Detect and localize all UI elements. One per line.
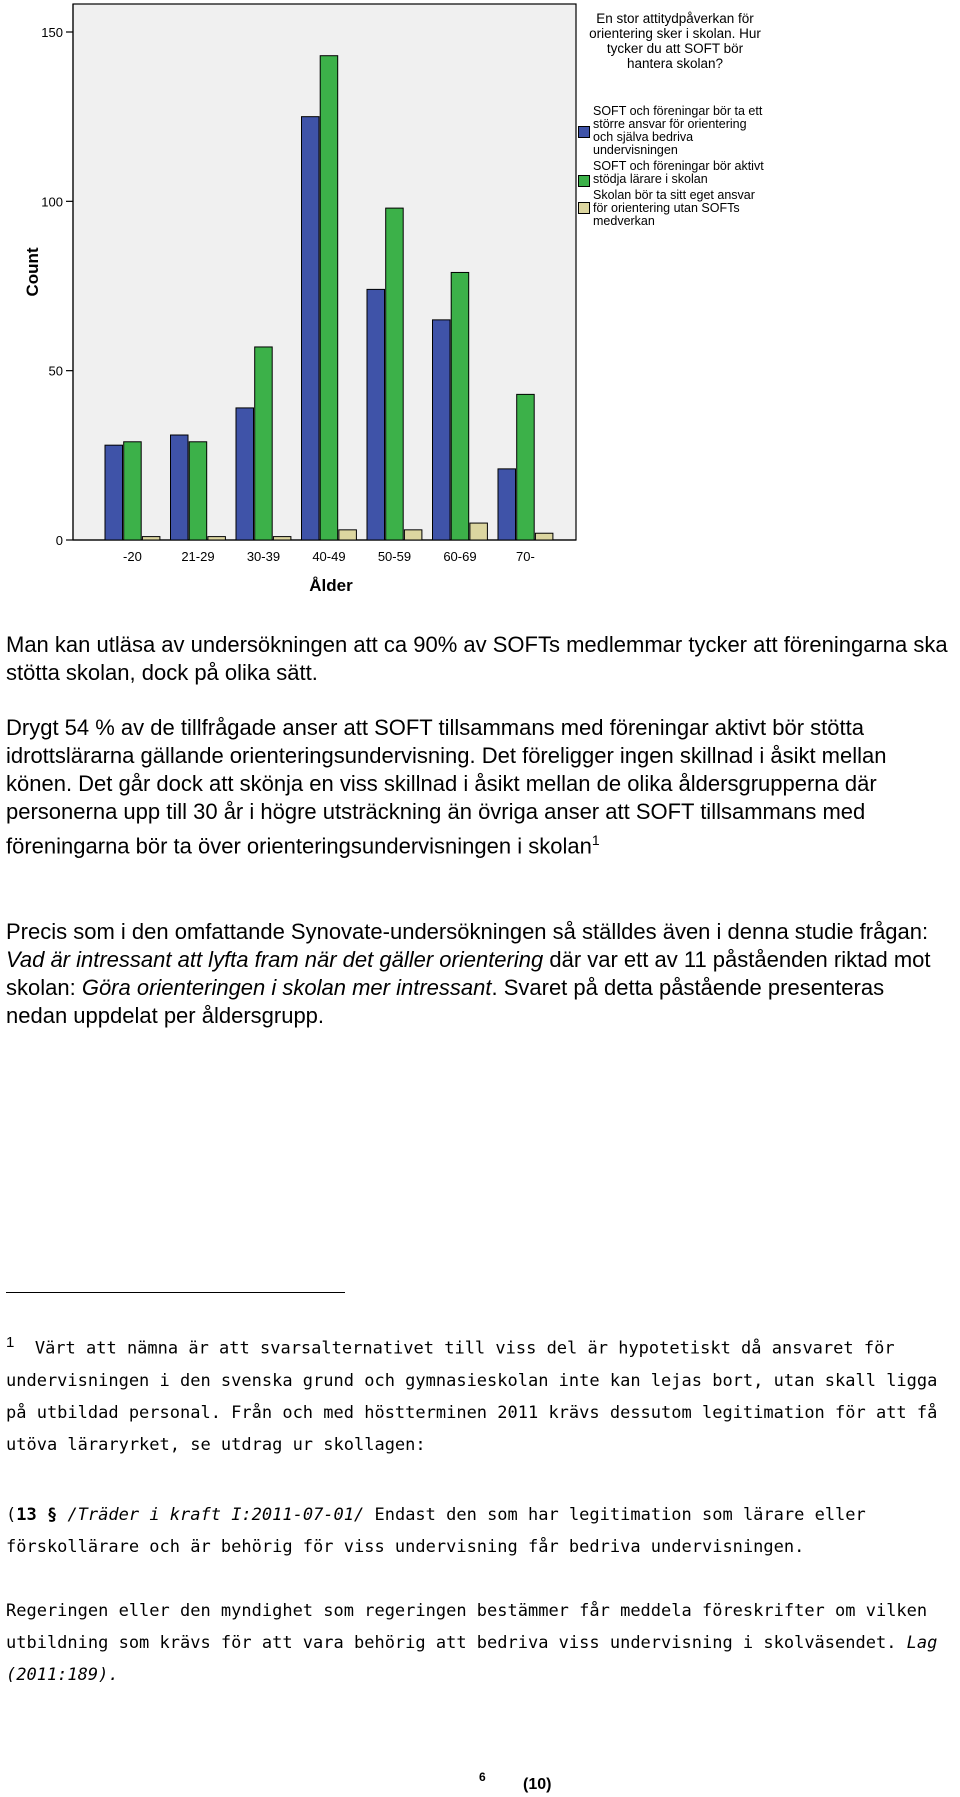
law-effective-date: /Träder i kraft I:2011-07-01/ xyxy=(57,1505,365,1525)
bar-50-59-series-1 xyxy=(367,289,385,540)
bar--20-series-3 xyxy=(142,537,160,540)
bar--20-series-1 xyxy=(105,445,123,540)
bar-60-69-series-3 xyxy=(470,523,488,540)
footnote-text xyxy=(6,1327,951,1461)
bar-50-59-series-2 xyxy=(386,208,404,540)
legend-swatch-series-3 xyxy=(578,202,590,214)
page-total: (10) xyxy=(523,1776,552,1793)
bar-70--series-3 xyxy=(535,533,553,540)
x-tick-label: 50-59 xyxy=(377,549,412,564)
paragraph-results-text: Drygt 54 % av de tillfrågade anser att SOFT tillsammans med föreningar aktivt bör stötta idrottslärarna gällande orienteringsundervisning. Det föreligger ingen skillnad i åsikt mellan könen. Det går dock att skönja en viss skillnad i åsikt mellan de olika åldersgrupperna där personerna upp till 30 år i högre utsträckning än övriga anser att SOFT tillsammans med föreningarna bör ta över orienteringsundervisningen i skolan xyxy=(6,715,887,859)
footnote-law-excerpt xyxy=(6,1499,951,1563)
paragraph-results xyxy=(6,714,951,860)
bar-40-49-series-1 xyxy=(302,117,320,540)
legend-title: En stor attitydpåverkan för orientering sker i skolan. Hur tycker du att SOFT bör hantera skolan? xyxy=(589,11,761,71)
paragraph-summary-text: Man kan utläsa av undersökningen att ca 90% av SOFTs medlemmar tycker att föreningarna ska stötta skolan, dock på olika sätt. xyxy=(6,632,948,685)
x-axis-label: Ålder xyxy=(309,576,353,595)
footnote-body: Värt att nämna är att svarsalternativet till viss del är hypotetiskt då ansvaret för undervisningen i den svenska grund och gymnasieskolan inte kan lejas bort, utan skall ligga på utbildad personal. Från och med höstterminen 2011 krävs dessutom legitimation för att få utöva läraryrket, se utdrag ur skollagen: xyxy=(6,1338,938,1455)
y-tick-label: 0 xyxy=(55,533,63,548)
footnote-number: 1 xyxy=(6,1334,15,1351)
text-segment: . Svaret på detta påstående presenteras nedan uppdelat per åldersgrupp. xyxy=(6,975,885,1028)
bar-30-39-series-2 xyxy=(255,347,273,540)
bar-40-49-series-2 xyxy=(320,56,338,540)
bar-21-29-series-1 xyxy=(171,435,189,540)
bar-60-69-series-1 xyxy=(433,320,451,540)
y-tick-label: 50 xyxy=(48,363,63,379)
footnote-reference: 1 xyxy=(591,832,600,848)
law-open-paren: ( xyxy=(6,1505,17,1525)
y-tick-label: 150 xyxy=(41,25,63,40)
bar-30-39-series-3 xyxy=(273,537,291,540)
law-reference: Lag (2011:189). xyxy=(6,1633,938,1685)
bar-70--series-1 xyxy=(498,469,516,540)
question-italic: Vad är intressant att lyfta fram när det gäller orientering xyxy=(6,947,544,972)
paragraph-synovate xyxy=(6,918,951,1030)
legend-label-series-3: Skolan bör ta sitt eget ansvar för orientering utan SOFTs medverkan xyxy=(593,188,755,228)
law-section-number: 13 § xyxy=(16,1505,58,1525)
page-number: 6 xyxy=(479,1770,486,1784)
text-segment: där var ett av 11 påståenden riktad mot skolan: xyxy=(6,947,931,1000)
bar-21-29-series-2 xyxy=(189,442,207,540)
text-segment: Precis som i den omfattande Synovate-undersökningen så ställdes även i denna studie frågan: xyxy=(6,919,929,944)
x-tick-label: -20 xyxy=(123,549,142,564)
bar-50-59-series-3 xyxy=(404,530,422,540)
footnote-regulation xyxy=(6,1595,951,1691)
legend-swatch-series-1 xyxy=(578,126,590,138)
footnote-divider xyxy=(6,1292,345,1293)
bar-30-39-series-1 xyxy=(236,408,254,540)
regulation-text: Regeringen eller den myndighet som regeringen bestämmer får meddela föreskrifter om vilken utbildning som krävs för att vara behörig att bedriva viss undervisning i skolväsendet. xyxy=(6,1601,928,1653)
x-tick-label: 70- xyxy=(516,549,535,564)
x-tick-label: 30-39 xyxy=(246,549,281,564)
statement-italic: Göra orienteringen i skolan mer intressant xyxy=(81,975,492,1000)
bar-40-49-series-3 xyxy=(339,530,357,540)
y-axis-label: Count xyxy=(23,247,42,297)
bar-21-29-series-3 xyxy=(208,537,226,540)
x-tick-label: 60-69 xyxy=(443,549,477,564)
x-tick-label: 21-29 xyxy=(181,549,215,564)
legend-label-series-1: SOFT och föreningar bör ta ett större ansvar för orientering och själva bedriva undervisningen xyxy=(593,104,763,157)
bar-70--series-2 xyxy=(517,394,535,540)
legend-swatch-series-2 xyxy=(578,175,590,187)
legend-label-series-2: SOFT och föreningar bör aktivt stödja lärare i skolan xyxy=(593,159,764,186)
bar-chart xyxy=(0,0,960,600)
y-tick-label: 100 xyxy=(41,194,63,210)
law-text: Endast den som har legitimation som lärare eller förskollärare och är behörig för viss undervisning får bedriva undervisningen. xyxy=(6,1505,866,1557)
y-axis-ticks xyxy=(41,25,73,548)
paragraph-summary xyxy=(6,631,951,687)
bar-60-69-series-2 xyxy=(451,272,469,540)
x-tick-label: 40-49 xyxy=(312,549,346,564)
x-axis-ticks xyxy=(123,549,535,564)
bar--20-series-2 xyxy=(124,442,142,540)
